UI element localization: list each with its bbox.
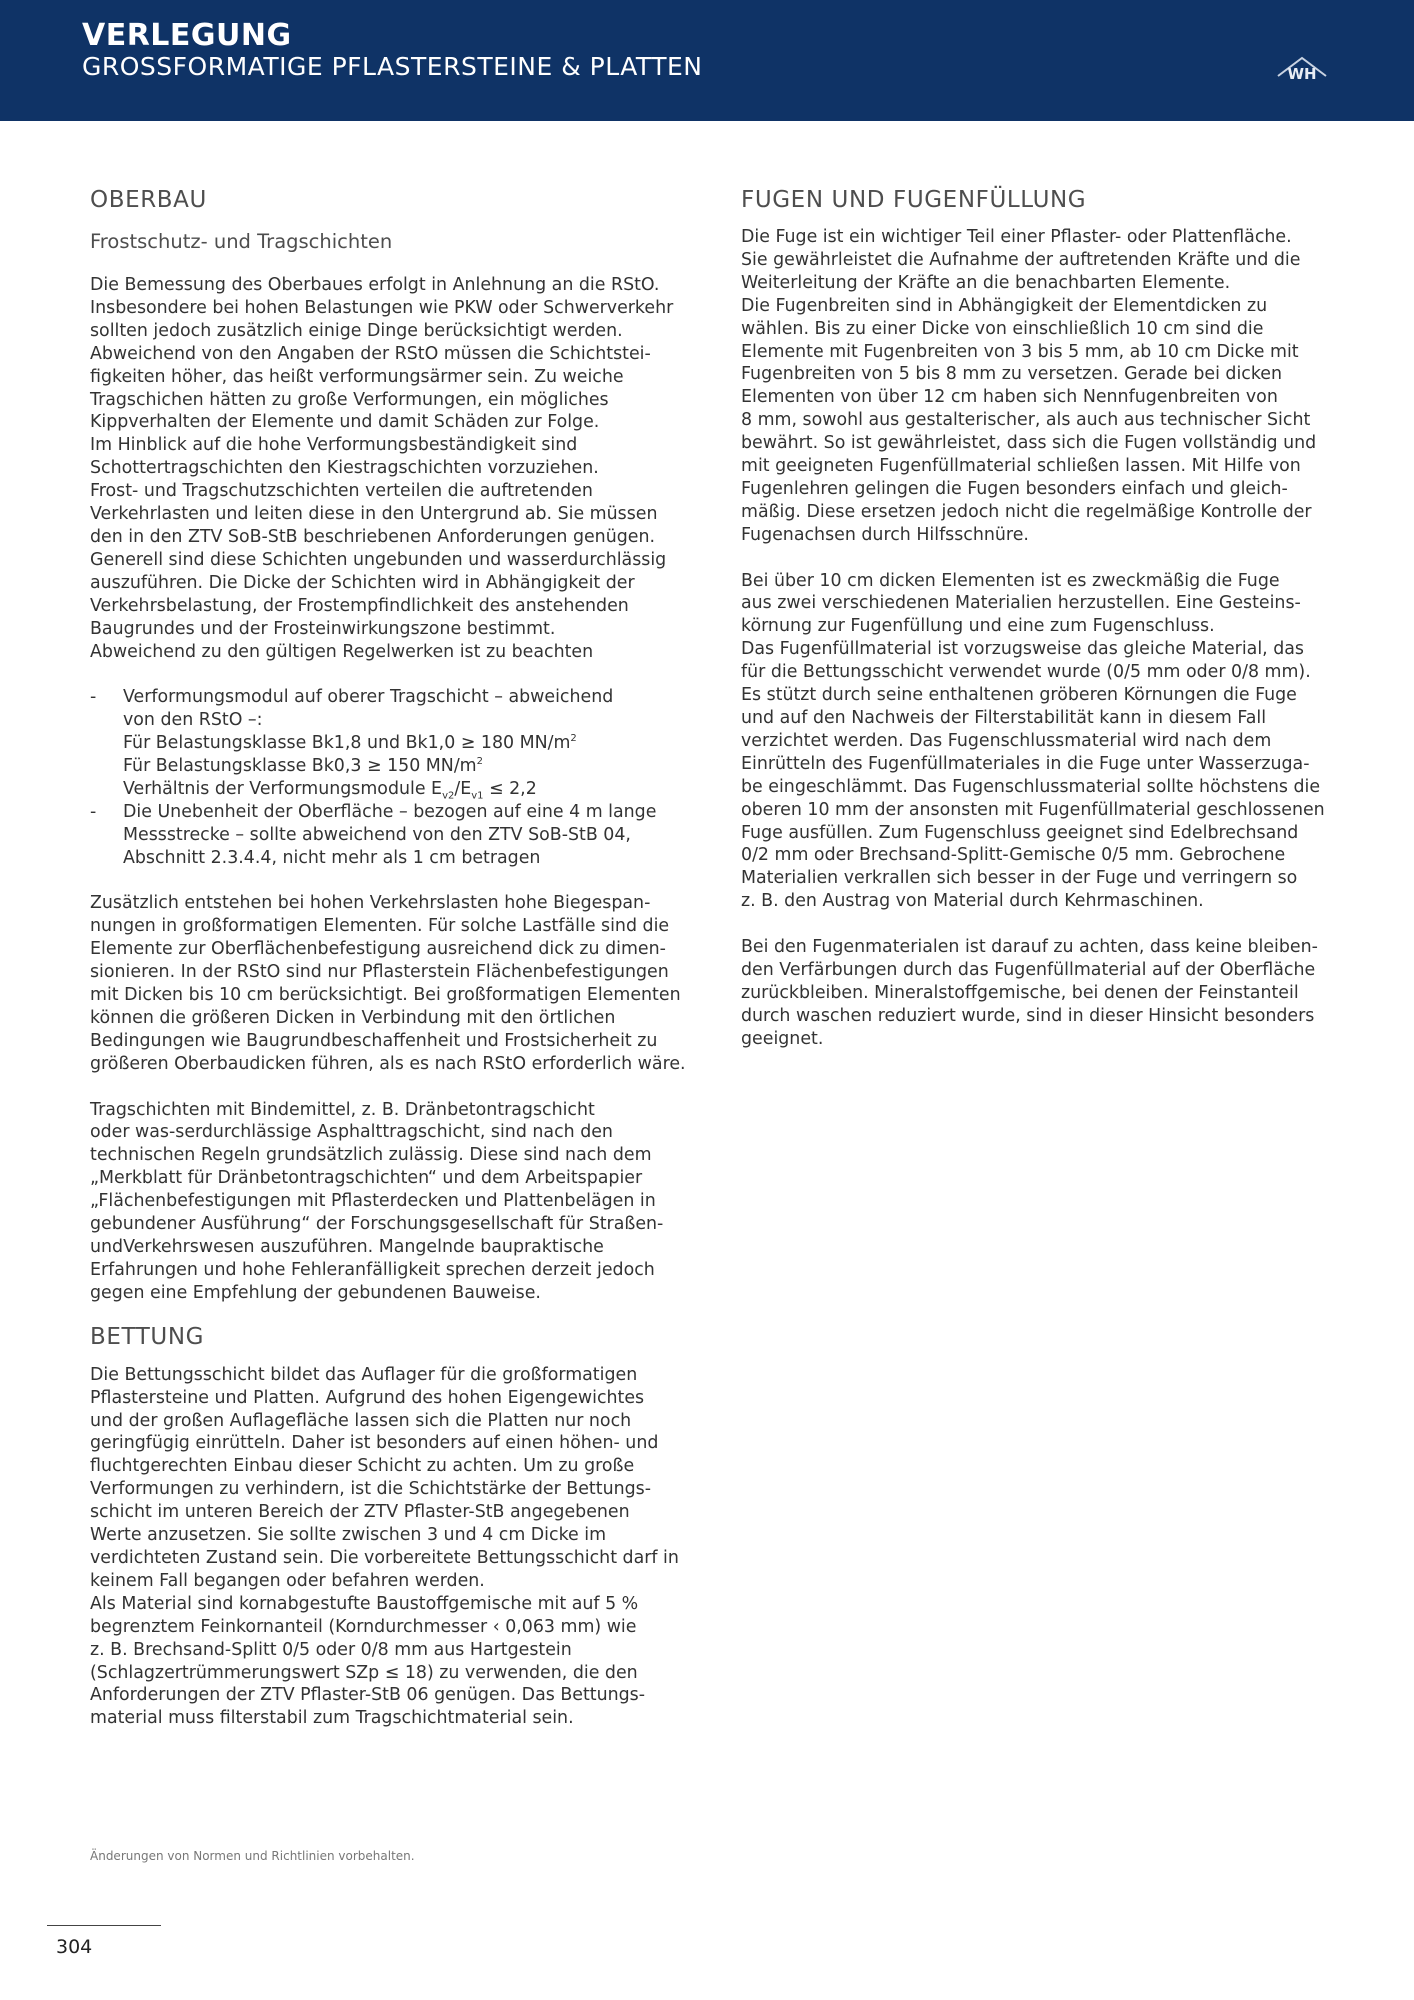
header-title: VERLEGUNG: [82, 18, 292, 53]
footnote: Änderungen von Normen und Richtlinien vorbehalten.: [90, 1849, 415, 1863]
text-line: Fuge ausfüllen. Zum Fugenschluss geeignet sind Edelbrechsand: [741, 822, 1299, 843]
text-line: Bei über 10 cm dicken Elementen ist es zweckmäßig die Fuge: [741, 570, 1280, 591]
text-line: fluchtgerechten Einbau dieser Schicht zu achten. Um zu große: [90, 1456, 635, 1477]
text-line: für die Bettungsschicht verwendet wurde (0/5 mm oder 0/8 mm).: [741, 662, 1311, 683]
text-line: material muss filterstabil zum Tragschichtmaterial sein.: [90, 1708, 574, 1729]
text-line: Das Fugenfüllmaterial ist vorzugsweise das gleiche Material, das: [741, 639, 1304, 660]
text-line: Tragschichten mit Bindemittel, z. B. Dränbetontragschicht: [90, 1099, 595, 1120]
text-line: undVerkehrswesen auszuführen. Mangelnde baupraktische: [90, 1237, 604, 1258]
text-line: Tragschichen hätten zu große Verformungen, ein mögliches: [90, 389, 609, 410]
header-subtitle: GROSSFORMATIGE PFLASTERSTEINE & PLATTEN: [82, 52, 703, 81]
bullet-line: Verhältnis der Verformungsmodule $E_{v2}/E_{v1} \le 2,2$: [123, 778, 537, 802]
text-line: Schottertragschichten den Kiestragschichten vorzuziehen.: [90, 458, 599, 479]
page-number-rule: [47, 1925, 161, 1926]
section-heading-fugen: FUGEN UND FUGENFÜLLUNG: [741, 187, 1087, 213]
text-line: „Merkblatt für Dränbetontragschichten“ und dem Arbeitspapier: [90, 1168, 643, 1189]
bullet-line: Für Belastungsklasse Bk1,8 und Bk1,0 ≥ 180 $MN/m^2$: [123, 733, 577, 754]
paragraph-oberbau-3: [90, 1099, 690, 1305]
text-line: Die Bemessung des Oberbaues erfolgt in Anlehnung an die RStO.: [90, 275, 660, 295]
text-line: be eingeschlämmt. Das Fugenschlussmaterial sollte höchstens die: [741, 776, 1321, 797]
text-line: Bedingungen wie Baugrundbeschaffenheit und Frostsicherheit zu: [90, 1030, 658, 1051]
text-line: Verkehrlasten und leiten diese in den Untergrund ab. Sie müssen: [90, 504, 658, 525]
paragraph-bettung: [90, 1364, 690, 1731]
section-heading-oberbau: OBERBAU: [90, 187, 207, 213]
text-line: Weiterleitung der Kräfte an die benachbarten Elemente.: [741, 272, 1231, 293]
text-line: schicht im unteren Bereich der ZTV Pflaster-StB angegebenen: [90, 1502, 630, 1523]
text-line: Kippverhalten der Elemente und damit Schäden zur Folge.: [90, 412, 600, 433]
subheading-frostschutz: Frostschutz- und Tragschichten: [90, 230, 393, 253]
text-line: geeignet.: [741, 1028, 824, 1049]
right-column: [741, 185, 1341, 1051]
bullet-unebenheit: [90, 801, 690, 870]
text-line: den in den ZTV SoB-StB beschriebenen Anforderungen genügen.: [90, 526, 656, 547]
text-line: und der großen Auflagefläche lassen sich die Platten nur noch: [90, 1410, 632, 1431]
text-line: Im Hinblick auf die hohe Verformungsbeständigkeit sind: [90, 435, 578, 456]
text-line: Pflastersteine und Platten. Aufgrund des hohen Eigengewichtes: [90, 1387, 645, 1408]
text-line: nungen in großformatigen Elementen. Für solche Lastfälle sind die: [90, 916, 670, 937]
text-line: oberen 10 mm der ansonsten mit Fugenfüllmaterial geschlossenen: [741, 799, 1325, 820]
paragraph-oberbau-2: [90, 892, 690, 1075]
text-line: durch waschen reduziert wurde, sind in dieser Hinsicht besonders: [741, 1005, 1315, 1026]
paragraph-fugen-1: [741, 226, 1341, 547]
text-line: Fugenbreiten von 5 bis 8 mm zu versetzen. Gerade bei dicken: [741, 364, 1283, 385]
text-line: Sie gewährleistet die Aufnahme der auftretenden Kräfte und die: [741, 249, 1301, 270]
text-line: sollten jedoch zusätzlich einige Dinge berücksichtigt werden.: [90, 320, 623, 341]
text-line: gebundener Ausführung“ der Forschungsgesellschaft für Straßen-: [90, 1214, 664, 1235]
page-number: 304: [56, 1936, 93, 1958]
bullet-lines: [123, 801, 690, 870]
text-line: Fugenlehren gelingen die Fugen besonders einfach und gleich-: [741, 478, 1288, 499]
text-line: Verkehrsbelastung, der Frostempfindlichkeit des anstehenden: [90, 595, 629, 616]
text-line: Frost- und Tragschutzschichten verteilen die auftretenden: [90, 481, 593, 502]
text-line: mit geeigneten Fugenfüllmaterial schließen lassen. Mit Hilfe von: [741, 456, 1301, 477]
text-line: bewährt. So ist gewährleistet, dass sich die Fugen vollständig und: [741, 433, 1317, 454]
text-line: zurückbleiben. Mineralstoffgemische, bei denen der Feinstanteil: [741, 982, 1299, 1003]
text-line: mäßig. Diese ersetzen jedoch nicht die regelmäßige Kontrolle der: [741, 501, 1312, 522]
text-line: sionieren. In der RStO sind nur Pflasterstein Flächenbefestigungen: [90, 962, 669, 983]
text-line: Die Unebenheit der Oberfläche – bezogen auf eine 4 m lange: [123, 801, 657, 822]
text-line: Fugenachsen durch Hilfsschnüre.: [741, 524, 1029, 545]
text-line: körnung zur Fugenfüllung und eine zum Fugenschluss.: [741, 616, 1215, 637]
text-line: Materialien verkrallen sich besser in der Fuge und verringern so: [741, 868, 1298, 889]
text-line: Als Material sind kornabgestufte Baustoffgemische mit auf 5 %: [90, 1593, 639, 1614]
text-line: Zusätzlich entstehen bei hohen Verkehrslasten hohe Biegespan-: [90, 893, 651, 914]
text-line: z. B. den Austrag von Material durch Kehrmaschinen.: [741, 891, 1204, 912]
text-line: Einrütteln des Fugenfüllmateriales in die Fuge unter Wasserzuga-: [741, 753, 1310, 774]
text-line: größeren Oberbaudicken führen, als es nach RStO erforderlich wäre.: [90, 1053, 686, 1074]
bullet-dash: -: [90, 801, 97, 822]
bullet-dash: -: [90, 687, 97, 708]
wh-logo-icon: [1276, 54, 1328, 82]
bullet-verformungsmodul: [90, 686, 690, 801]
text-line: keinem Fall begangen oder befahren werden.: [90, 1570, 485, 1591]
text-line: geringfügig einrütteln. Daher ist besonders auf einen höhen- und: [90, 1433, 659, 1454]
text-line: Werte anzusetzen. Sie sollte zwischen 3 und 4 cm Dicke im: [90, 1525, 607, 1546]
text-line: (Schlagzertrümmerungswert SZp ≤ 18) zu verwenden, die den: [90, 1662, 638, 1683]
text-line: Es stützt durch seine enthaltenen gröberen Körnungen die Fuge: [741, 685, 1297, 706]
text-line: mit Dicken bis 10 cm berücksichtigt. Bei großformatigen Elementen: [90, 985, 681, 1006]
text-line: begrenztem Feinkornanteil (Korndurchmesser ‹ 0,063 mm) wie: [90, 1616, 637, 1637]
text-line: Bei den Fugenmaterialen ist darauf zu achten, dass keine bleiben-: [741, 937, 1318, 958]
text-line: 0/2 mm oder Brechsand-Splitt-Gemische 0/5 mm. Gebrochene: [741, 845, 1286, 866]
text-line: aus zwei verschiedenen Materialien herzustellen. Eine Gesteins-: [741, 593, 1301, 614]
text-line: Abweichend zu den gültigen Regelwerken ist zu beachten: [90, 641, 594, 662]
logo-text: WH: [1287, 65, 1317, 82]
bullet-line: Verformungsmodul auf oberer Tragschicht – abweichend: [123, 687, 614, 708]
text-line: und auf den Nachweis der Filterstabilität kann in diesem Fall: [741, 708, 1267, 729]
paragraph-fugen-3: [741, 936, 1341, 1051]
section-heading-bettung: BETTUNG: [90, 1323, 205, 1350]
paragraph-oberbau-1: [90, 274, 690, 663]
text-line: figkeiten höher, das heißt verformungsärmer sein. Zu weiche: [90, 366, 624, 387]
text-line: Die Fugenbreiten sind in Abhängigkeit der Elementdicken zu: [741, 295, 1268, 316]
text-line: verdichteten Zustand sein. Die vorbereitete Bettungsschicht darf in: [90, 1547, 679, 1568]
bullet-line: von den RStO –:: [123, 710, 263, 731]
text-line: 8 mm, sowohl aus gestalterischer, als auch aus technischer Sicht: [741, 410, 1311, 431]
text-line: können die größeren Dicken in Verbindung mit den örtlichen: [90, 1007, 616, 1028]
text-line: Anforderungen der ZTV Pflaster-StB 06 genügen. Das Bettungs-: [90, 1685, 646, 1706]
text-line: Die Fuge ist ein wichtiger Teil einer Pflaster- oder Plattenfläche.: [741, 227, 1292, 247]
text-line: Abschnitt 2.3.4.4, nicht mehr als 1 cm betragen: [123, 847, 541, 868]
text-line: Baugrundes und der Frosteinwirkungszone bestimmt.: [90, 618, 556, 639]
paragraph-fugen-2: [741, 570, 1341, 914]
text-line: den Verfärbungen durch das Fugenfüllmaterial auf der Oberfläche: [741, 959, 1316, 980]
text-line: Insbesondere bei hohen Belastungen wie PKW oder Schwerverkehr: [90, 297, 674, 318]
text-line: Verformungen zu verhindern, ist die Schichtstärke der Bettungs-: [90, 1479, 651, 1500]
text-line: wählen. Bis zu einer Dicke von einschließlich 10 cm sind die: [741, 318, 1264, 339]
text-line: technischen Regeln grundsätzlich zulässig. Diese sind nach dem: [90, 1145, 652, 1166]
left-column: [90, 185, 690, 1730]
text-line: Messstrecke – sollte abweichend von den ZTV SoB-StB 04,: [123, 824, 631, 845]
text-line: oder was-serdurchlässige Asphalttragschicht, sind nach den: [90, 1122, 613, 1143]
text-line: Elementen von über 12 cm haben sich Nennfugenbreiten von: [741, 387, 1278, 408]
text-line: auszuführen. Die Dicke der Schichten wird in Abhängigkeit der: [90, 572, 635, 593]
page-header: [0, 0, 1414, 121]
text-line: verzichtet werden. Das Fugenschlussmaterial wird nach dem: [741, 730, 1272, 751]
text-line: „Flächenbefestigungen mit Pflasterdecken und Plattenbelägen in: [90, 1191, 656, 1212]
text-line: Generell sind diese Schichten ungebunden und wasserdurchlässig: [90, 549, 667, 570]
text-line: Elemente mit Fugenbreiten von 3 bis 5 mm, ab 10 cm Dicke mit: [741, 341, 1299, 362]
text-line: gegen eine Empfehlung der gebundenen Bauweise.: [90, 1282, 541, 1303]
text-line: Elemente zur Oberflächenbefestigung ausreichend dick zu dimen-: [90, 939, 666, 960]
text-line: Abweichend von den Angaben der RStO müssen die Schichtstei-: [90, 343, 651, 364]
bullet-line: Für Belastungsklasse Bk0,3 ≥ 150 $MN/m^2$: [123, 756, 483, 777]
text-line: Die Bettungsschicht bildet das Auflager für die großformatigen: [90, 1364, 638, 1385]
text-line: Erfahrungen und hohe Fehleranfälligkeit sprechen derzeit jedoch: [90, 1259, 655, 1280]
text-line: z. B. Brechsand-Splitt 0/5 oder 0/8 mm aus Hartgestein: [90, 1639, 572, 1660]
